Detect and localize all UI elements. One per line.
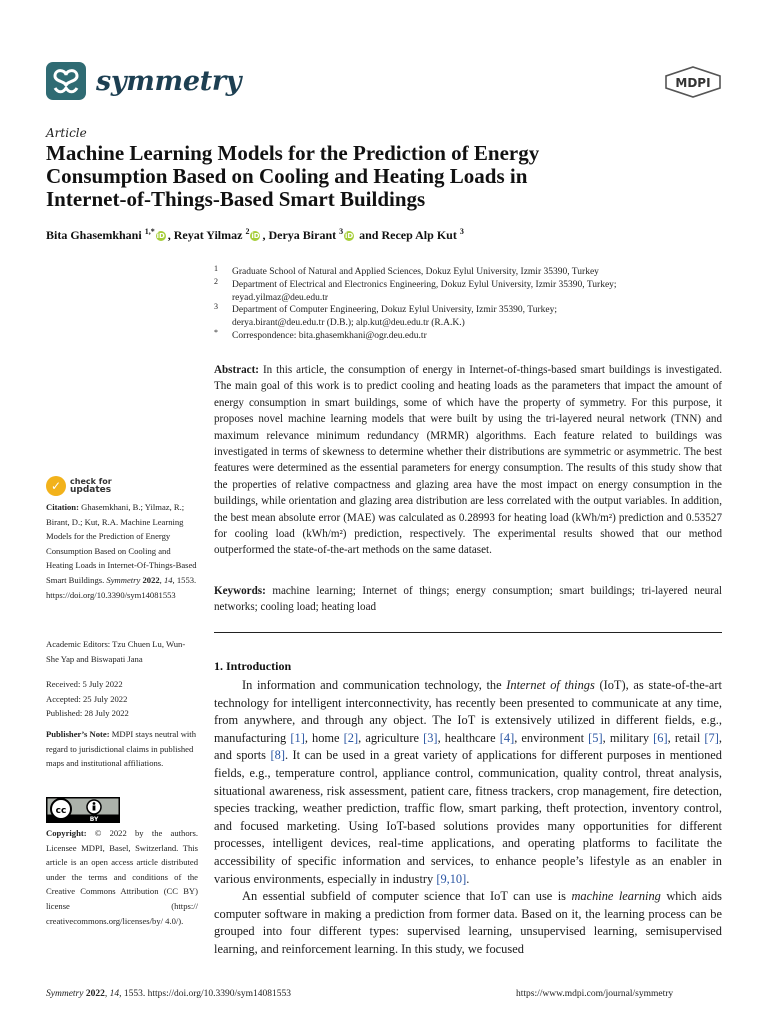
reference-link[interactable]: [8]	[270, 748, 285, 763]
author-affil-mark: 3	[459, 227, 464, 236]
check-for-updates-button[interactable]	[46, 476, 126, 498]
citation-volume: 14	[163, 574, 173, 585]
reference-link[interactable]: [9,10]	[436, 871, 467, 886]
title-line: Internet-of-Things-Based Smart Buildings	[46, 187, 426, 211]
received-date: Received: 5 July 2022	[46, 679, 123, 689]
reference-link[interactable]: [2]	[343, 730, 359, 745]
article-type: Article	[46, 126, 87, 140]
text-run: (IoT), as state-of-the-art technology for intelligent interconnectivity, has recently been presented to communicate at any time, from anywhere, and through any object. The IoT is extensively utilized in different fields, e.g., manufacturing	[214, 678, 722, 745]
paragraph	[214, 677, 722, 888]
text-run: An essential subfield of computer science that IoT can use is	[242, 889, 566, 904]
affiliation-line: Department of Electrical and Electronics Engineering, Dokuz Eylul University, Izmir 35390, Turkey;	[232, 279, 617, 290]
keywords-label: Keywords:	[214, 585, 266, 597]
citation-doi[interactable]: , 1553. https://doi.org/10.3390/sym14081553	[46, 574, 197, 600]
publisher-logo-icon	[664, 66, 722, 98]
check-updates-icon: ✓	[46, 476, 66, 496]
abstract-text: In this article, the consumption of energy in Internet-of-things-based smart buildings is investigated. The main goal of this work is to predict cooling and heating loads as the parameters that impact the amount of energy consumption in smart buildings, some of which have the property of symmetry. For this purpose, it proposes novel machine learning models that were built by using the tri-layered neural network (TNN) and maximum relevance minimum redundancy (MRMR) algorithms. Each feature related to buildings was investigated in terms of skewness to determine whether their distributions are symmetric or asymmetric. The best features were determined as the essential parameters for energy consumption. The results of this study show that the properties of relative compactness and glazing area have the most impact on energy consumption in the buildings, while orientation and glazing area distribution are less correlated with the output variables. In addition, the best mean absolute error (MAE) was calculated as 0.28993 for heating load (kWh/m²) prediction and 0.53527 for cooling load (kWh/m²) prediction, respectively. The experimental results showed that our method outperformed the state-of-the-art methods on the same dataset.	[214, 364, 723, 557]
footer-volume: 14	[109, 989, 120, 999]
publisher-note-text: MDPI stays neutral with regard to jurisdictional claims in published maps and institutional affiliations.	[46, 729, 196, 769]
footer-journal-url[interactable]: https://www.mdpi.com/journal/symmetry	[516, 989, 674, 999]
text-run: , home	[304, 730, 340, 745]
author-list: Bita Ghasemkhani $^{1,*}$ iD , Reyat Yilmaz $^2$ iD , Derya Birant $^3$ iD and Recep Alp Kut $^3$	[46, 227, 464, 242]
article-title	[46, 142, 726, 211]
author-affil-mark: 1,*	[144, 227, 155, 236]
footer-year: 2022	[85, 989, 105, 999]
text-run: . It can be used in a great variety of applications for different purposes in mentioned fields, e.g., temperature control, appliance control, communication, quality control, threat analysis, situational awareness, risk assessment, patient care, fitness trackers, crop management, fire detection, species tracking, weather prediction, traffic flow, smart parking, theft protection, inventory control, and focused marketing. Using IoT-based solutions provides many opportunities for different processes, intelligent devices, real-time applications, and operating platforms to facilitate the accessibility of specific information and services, to enhance people’s lifestyle as an enabler in various environments, especially in industry	[214, 748, 722, 886]
affiliations	[214, 266, 734, 343]
keywords-text: machine learning; Internet of things; energy consumption; smart buildings; tri-layered neural networks; cooling load; heating load	[214, 585, 722, 614]
author-affil-mark: 3	[339, 227, 344, 236]
text-run: .	[466, 871, 470, 886]
affiliation-item	[214, 304, 734, 330]
accepted-date: Accepted: 25 July 2022	[46, 693, 128, 704]
check-updates-line: updates	[70, 485, 112, 495]
publisher-note-label: Publisher’s Note:	[46, 729, 110, 739]
citation-year: 2022	[142, 574, 160, 585]
orcid-icon[interactable]: iD	[345, 232, 354, 240]
reference-link[interactable]: [4]	[499, 730, 515, 745]
author-name[interactable]: Reyat Yilmaz	[173, 228, 243, 242]
citation-label: Citation:	[46, 502, 79, 512]
author-name[interactable]: Bita Ghasemkhani	[46, 228, 142, 242]
footer-journal: Symmetry	[46, 989, 84, 999]
correspondence-item	[214, 327, 734, 343]
citation-text: Ghasemkhani, B.; Yilmaz, R.; Birant, D.; Kut, R.A. Machine Learning Models for the Prediction of Energy Consumption Based on Cooling and Heating Loads in Internet-Of-Things-Based Smart Buildings.	[46, 502, 197, 585]
section-heading: 1. Introduction	[214, 659, 292, 673]
title-line: Consumption Based on Cooling and Heating Loads in	[46, 164, 528, 188]
text-run: In information and communication technology, the	[242, 678, 502, 692]
abstract	[214, 362, 722, 559]
text-run: , retail	[667, 730, 701, 745]
keywords	[214, 583, 722, 616]
affiliation-line: Department of Computer Engineering, Dokuz Eylul University, Izmir 35390, Turkey;	[232, 305, 557, 316]
author-affil-mark: 2	[245, 227, 250, 236]
journal-name: symmetry	[96, 66, 242, 97]
publisher-note	[46, 727, 198, 771]
copyright-notice	[46, 826, 198, 928]
affiliation-mark: 3	[214, 302, 218, 312]
svg-text:cc: cc	[55, 806, 67, 816]
publisher-label: MDPI	[675, 76, 711, 90]
reference-link[interactable]: [1]	[290, 730, 305, 745]
text-run: , healthcare	[437, 730, 496, 745]
correspondence-line[interactable]: Correspondence: bita.ghasemkhani@ogr.deu.edu.tr	[232, 330, 427, 341]
cc-by-license-icon[interactable]	[46, 797, 120, 823]
paragraph	[214, 888, 722, 958]
reference-link[interactable]: [6]	[653, 730, 668, 745]
citation-journal: Symmetry	[106, 574, 141, 585]
cc-by-label: BY	[89, 816, 99, 823]
reference-link[interactable]: [3]	[423, 730, 438, 745]
check-updates-line: check for	[70, 477, 112, 486]
text-run: , agriculture	[358, 730, 419, 745]
text-run: , and sports	[214, 730, 722, 763]
orcid-icon[interactable]: iD	[156, 232, 165, 240]
introduction-body	[214, 677, 722, 959]
orcid-icon[interactable]: iD	[251, 232, 260, 240]
affiliation-mark: *	[214, 327, 218, 337]
reference-link[interactable]: [7]	[704, 730, 719, 745]
emphasis: Internet of things	[506, 678, 595, 692]
affiliation-item	[214, 276, 734, 305]
check-updates-label	[70, 477, 112, 495]
copyright-text: © 2022 by the authors. Licensee MDPI, Basel, Switzerland. This article is an open access article distributed under the terms and conditions of the Creative Commons Attribution (CC BY) license (https:// creativecommons.org/licenses/by/ 4.0/).	[46, 828, 198, 926]
abstract-label: Abstract:	[214, 364, 259, 376]
text-run: , military	[602, 730, 650, 745]
text-run: , environment	[514, 730, 585, 745]
affiliation-mark: 2	[214, 276, 218, 286]
author-name[interactable]: Recep Alp Kut	[381, 228, 457, 242]
affiliation-email[interactable]: derya.birant@deu.edu.tr (D.B.); alp.kut@deu.edu.tr (R.A.K.)	[232, 318, 465, 329]
footer-citation: Symmetry 2022, 14, 1553. https://doi.org/10.3390/sym14081553	[46, 989, 291, 999]
publication-dates	[46, 677, 198, 721]
affiliation-email[interactable]: reyad.yilmaz@deu.edu.tr	[232, 292, 329, 303]
text-run: which aids computer software in making a prediction from former data. Based on it, the learning process can be grouped into four different types: supervised learning, unsupervised learning, semisupervised learning, and reinforcement learning. In this study, we focused	[214, 889, 722, 956]
author-name[interactable]: Derya Birant	[268, 228, 337, 242]
emphasis: machine learning	[571, 889, 661, 904]
title-line: Machine Learning Models for the Prediction of Energy	[46, 141, 540, 165]
affiliation-item	[214, 266, 734, 279]
author-conjunction: and	[359, 228, 379, 242]
academic-editors: Academic Editors: Tzu Chuen Lu, Wun-She Yap and Biswapati Jana	[46, 639, 186, 664]
affiliation-line: Graduate School of Natural and Applied Sciences, Dokuz Eylul University, Izmir 35390, Turkey	[232, 267, 599, 277]
reference-link[interactable]: [5]	[588, 730, 603, 745]
citation-block: Citation: Ghasemkhani, B.; Yilmaz, R.; Birant, D.; Kut, R.A. Machine Learning Models for the Prediction of Energy Consumption Based on Cooling and Heating Loads in Internet-Of-Things-Based Smart Buildings. Symmetry 2022, 14, 1553. https://doi.org/10.3390/sym14081553	[46, 502, 197, 600]
copyright-label: Copyright:	[46, 828, 87, 838]
section-divider	[214, 632, 722, 633]
affiliation-mark: 1	[214, 264, 218, 273]
footer-doi[interactable]: , 1553. https://doi.org/10.3390/sym14081553	[119, 989, 291, 999]
published-date: Published: 28 July 2022	[46, 708, 129, 719]
journal-logo-icon	[46, 62, 86, 100]
